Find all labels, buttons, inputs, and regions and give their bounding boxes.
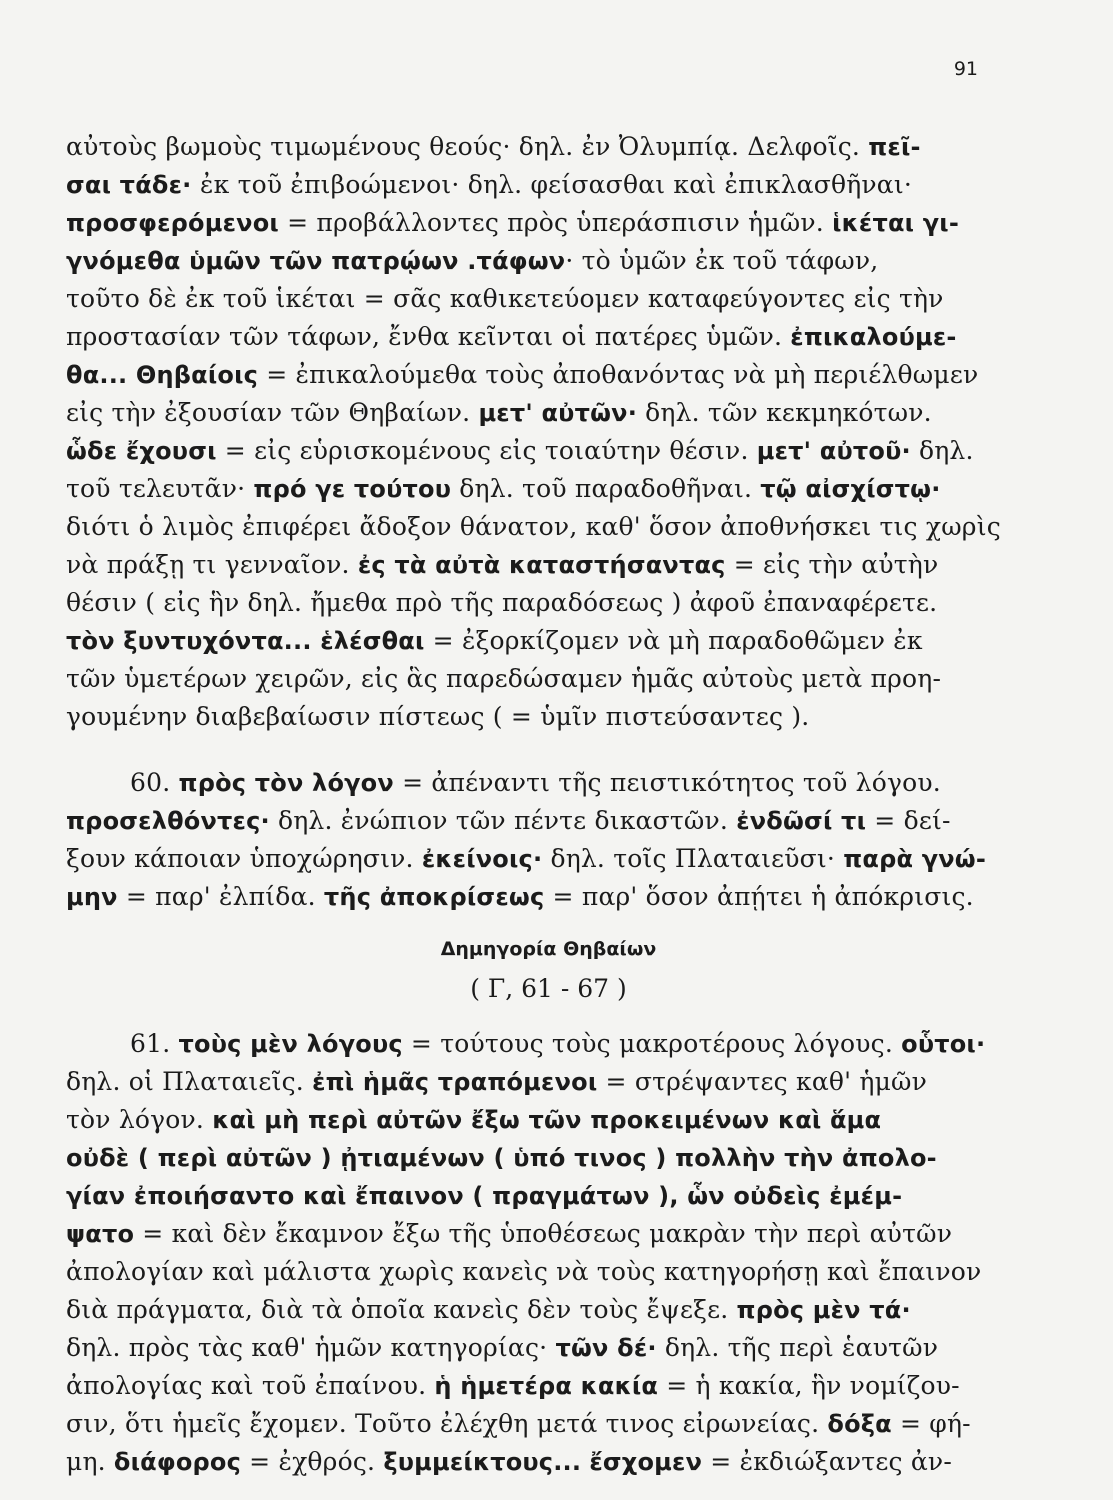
gloss-text: = ἐκδιώξαντες ἀν- (702, 1447, 952, 1476)
gloss-text: δηλ. ἐνώπιον τῶν πέντε δικαστῶν. (269, 806, 737, 835)
text-line (66, 204, 991, 242)
commentary-section-59 (66, 128, 1001, 736)
section-heading: Δημηγορία Θηβαίων (440, 938, 657, 960)
text-line (66, 1253, 991, 1291)
gloss-text: προστασίαν τῶν τάφων, ἔνθα κεῖνται οἱ πατέρες ὑμῶν. (66, 322, 791, 351)
gloss-text: = ἐχθρός. (241, 1447, 384, 1476)
gloss-text: αὐτοὺς βωμοὺς τιμωμένους θεούς· δηλ. ἐν Ὀλυμπίᾳ. Δελφοῖς. (66, 132, 869, 161)
text-line (66, 128, 991, 166)
text-line (66, 698, 991, 736)
text-line (66, 280, 991, 318)
gloss-text: 61. (130, 1029, 179, 1058)
text-line (66, 840, 991, 878)
commentary-section-60 (66, 764, 991, 916)
lemma-bold: οὗτοι· (901, 1030, 986, 1058)
gloss-text: = προβάλλοντες πρὸς ὑπεράσπισιν ἡμῶν. (278, 208, 833, 237)
gloss-text: μη. (66, 1447, 114, 1476)
text-line (66, 1063, 991, 1101)
lemma-bold: ξυμμείκτους... (383, 1448, 582, 1476)
text-line (66, 1215, 991, 1253)
gloss-text: = καὶ δὲν ἔκαμνον ἔξω τῆς ὑποθέσεως μακρὰν τὴν περὶ αὐτῶν (134, 1219, 953, 1248)
lemma-bold: πρὸς τὸν λόγον (178, 769, 394, 797)
text-line (66, 242, 991, 280)
lemma-bold: πρό γε τούτου (253, 475, 452, 503)
text-line (66, 622, 991, 660)
lemma-bold: τοὺς μὲν λόγους (178, 1030, 403, 1058)
lemma-bold: προσφερόμενοι (66, 209, 279, 237)
lemma-bold: μετ' αὐτῶν· (478, 399, 638, 427)
gloss-text: εἰς τὴν ἐξουσίαν τῶν Θηβαίων. (66, 398, 479, 427)
commentary-section-61 (66, 1025, 991, 1481)
text-line (66, 166, 991, 204)
gloss-text: θέσιν ( εἰς ἣν δηλ. ἤμεθα πρὸ τῆς παραδόσεως ) ἀφοῦ ἐπαναφέρετε. (66, 588, 938, 617)
lemma-bold: μην (66, 883, 118, 911)
text-line (66, 1405, 991, 1443)
section-reference: ( Γ, 61 - 67 ) (470, 974, 627, 1003)
lemma-bold: ἐκείνοις· (421, 845, 543, 873)
gloss-text: τοῦτο δὲ ἐκ τοῦ ἱκέται = σᾶς καθικετεύομεν καταφεύγοντες εἰς τὴν (66, 284, 944, 313)
gloss-text: = ἐπικαλούμεθα τοὺς ἀποθανόντας νὰ μὴ περιέλθωμεν (258, 360, 979, 389)
lemma-bold: πρὸς μὲν τά· (736, 1296, 911, 1324)
text-line (66, 432, 991, 470)
page-number: 91 (953, 58, 978, 80)
text-line (66, 1101, 991, 1139)
lemma-bold: τῆς ἀποκρίσεως (323, 883, 545, 911)
text-line (66, 1139, 991, 1177)
gloss-text: = στρέψαντες καθ' ἡμῶν (597, 1067, 927, 1096)
gloss-text: δηλ. τοῦ παραδοθῆναι. (451, 474, 761, 503)
gloss-text: = φή- (891, 1409, 971, 1438)
gloss-text: = παρ' ὅσον ἀπῄτει ἡ ἀπόκρισις. (544, 882, 974, 911)
gloss-text: τοῦ τελευτᾶν· (66, 474, 254, 503)
gloss-text: διὰ πράγματα, διὰ τὰ ὁποῖα κανεὶς δὲν τοὺς ἔψεξε. (66, 1295, 737, 1324)
gloss-text: · τὸ ὑμῶν ἐκ τοῦ τάφων, (565, 246, 879, 275)
text-line (66, 470, 991, 508)
text-line (66, 1329, 991, 1367)
lemma-bold: ἡ ἡμετέρα κακία (434, 1372, 659, 1400)
gloss-text: = τούτους τοὺς μακροτέρους λόγους. (402, 1029, 902, 1058)
page-text (66, 128, 1001, 1481)
text-line (66, 394, 991, 432)
lemma-bold: προσελθόντες· (66, 807, 270, 835)
text-line (66, 356, 991, 394)
gloss-text: τῶν ὑμετέρων χειρῶν, εἰς ἃς παρεδώσαμεν ἡμᾶς αὐτοὺς μετὰ προη- (66, 664, 942, 693)
gloss-text: 60. (130, 768, 179, 797)
gloss-text: = ἐξορκίζομεν νὰ μὴ παραδοθῶμεν ἐκ (424, 626, 923, 655)
lemma-bold: θα... Θηβαίοις (66, 361, 259, 389)
gloss-text: = δεί- (866, 806, 951, 835)
lemma-bold: ἐπὶ ἡμᾶς τραπόμενοι (312, 1068, 598, 1096)
lemma-bold: ἔσχομεν (589, 1448, 703, 1476)
lemma-bold: δόξα (827, 1410, 892, 1438)
gloss-text: σιν, ὅτι ἡμεῖς ἔχομεν. Τοῦτο ἐλέχθη μετά τινος εἰρωνείας. (66, 1409, 828, 1438)
lemma-bold: σαι τάδε· (66, 171, 201, 199)
gloss-text: = εἰς εὑρισκομένους εἰς τοιαύτην θέσιν. (216, 436, 757, 465)
lemma-bold: μετ' αὐτοῦ· (756, 437, 911, 465)
gloss-text: = ἡ κακία, ἣν νομίζου- (658, 1371, 960, 1400)
lemma-bold: γνόμεθα ὑμῶν τῶν πατρῴων .τάφων (66, 247, 566, 275)
gloss-text: = ἀπέναντι τῆς πειστικότητος τοῦ λόγου. (393, 768, 941, 797)
text-line (66, 878, 991, 916)
text-line (66, 1025, 991, 1063)
text-line (66, 802, 991, 840)
gloss-text: δηλ. (910, 436, 974, 465)
gloss-text: διότι ὁ λιμὸς ἐπιφέρει ἄδοξον θάνατον, καθ' ὅσον ἀποθνήσκει τις χωρὶς (66, 512, 1001, 541)
gloss-text: ἀπολογίαν καὶ μάλιστα χωρὶς κανεὶς νὰ τοὺς κατηγορήσῃ καὶ ἔπαινον (66, 1257, 982, 1286)
text-line (66, 1291, 991, 1329)
text-line (66, 318, 991, 356)
lemma-bold: ὧδε ἔχουσι (66, 437, 217, 465)
lemma-bold: οὐδὲ ( περὶ αὐτῶν ) ᾐτιαμένων ( ὑπό τινος ) πολλὴν τὴν ἀπολο- (66, 1144, 937, 1172)
lemma-bold: ἐπικαλούμε- (790, 323, 957, 351)
text-line (66, 1177, 991, 1215)
gloss-text: δηλ. τῶν κεκμηκότων. (637, 398, 932, 427)
text-line (66, 546, 991, 584)
lemma-bold: παρὰ γνώ- (843, 845, 987, 873)
text-line (66, 764, 991, 802)
text-line (66, 584, 991, 622)
lemma-bold: ἐνδῶσί τι (736, 807, 867, 835)
gloss-text: ἀπολογίας καὶ τοῦ ἐπαίνου. (66, 1371, 435, 1400)
gloss-text: δηλ. τοῖς Πλαταιεῦσι· (542, 844, 844, 873)
gloss-text: νὰ πράξῃ τι γενναῖον. (66, 550, 358, 579)
gloss-text: ξουν κάποιαν ὑποχώρησιν. (66, 844, 422, 873)
lemma-bold: καὶ μὴ περὶ αὐτῶν ἔξω τῶν προκειμένων καὶ ἅμα (212, 1106, 882, 1134)
lemma-bold: τῶν δέ· (555, 1334, 657, 1362)
text-line (66, 1443, 991, 1481)
gloss-text: ἐκ τοῦ ἐπιβοώμενοι· δηλ. φείσασθαι καὶ ἐπικλασθῆναι· (200, 170, 913, 199)
text-line (66, 660, 991, 698)
lemma-bold: διάφορος (113, 1448, 242, 1476)
lemma-bold: τὸν ξυντυχόντα... ἑλέσθαι (66, 627, 425, 655)
text-line (66, 508, 1001, 546)
lemma-bold: τῷ αἰσχίστῳ· (760, 475, 941, 503)
text-line (66, 1367, 991, 1405)
gloss-text: δηλ. τῆς περὶ ἑαυτῶν (656, 1333, 939, 1362)
lemma-bold: ψατο (66, 1220, 135, 1248)
gloss-text: = παρ' ἐλπίδα. (117, 882, 324, 911)
gloss-text: δηλ. οἱ Πλαταιεῖς. (66, 1067, 313, 1096)
lemma-bold: ἱκέται γι- (832, 209, 960, 237)
gloss-text: τὸν λόγον. (66, 1105, 213, 1134)
gloss-text: γουμένην διαβεβαίωσιν πίστεως ( = ὑμῖν πιστεύσαντες ). (66, 702, 810, 731)
gloss-text: δηλ. πρὸς τὰς καθ' ἡμῶν κατηγορίας· (66, 1333, 556, 1362)
lemma-bold: ἐς τὰ αὐτὰ καταστήσαντας (357, 551, 726, 579)
paragraph-gap (66, 736, 991, 764)
lemma-bold: γίαν ἐποιήσαντο καὶ ἔπαινον ( πραγμάτων ), ὧν οὐδεὶς ἐμέμ- (66, 1182, 903, 1210)
gloss-text: = εἰς τὴν αὐτὴν (725, 550, 939, 579)
lemma-bold: πεῖ- (868, 133, 921, 161)
